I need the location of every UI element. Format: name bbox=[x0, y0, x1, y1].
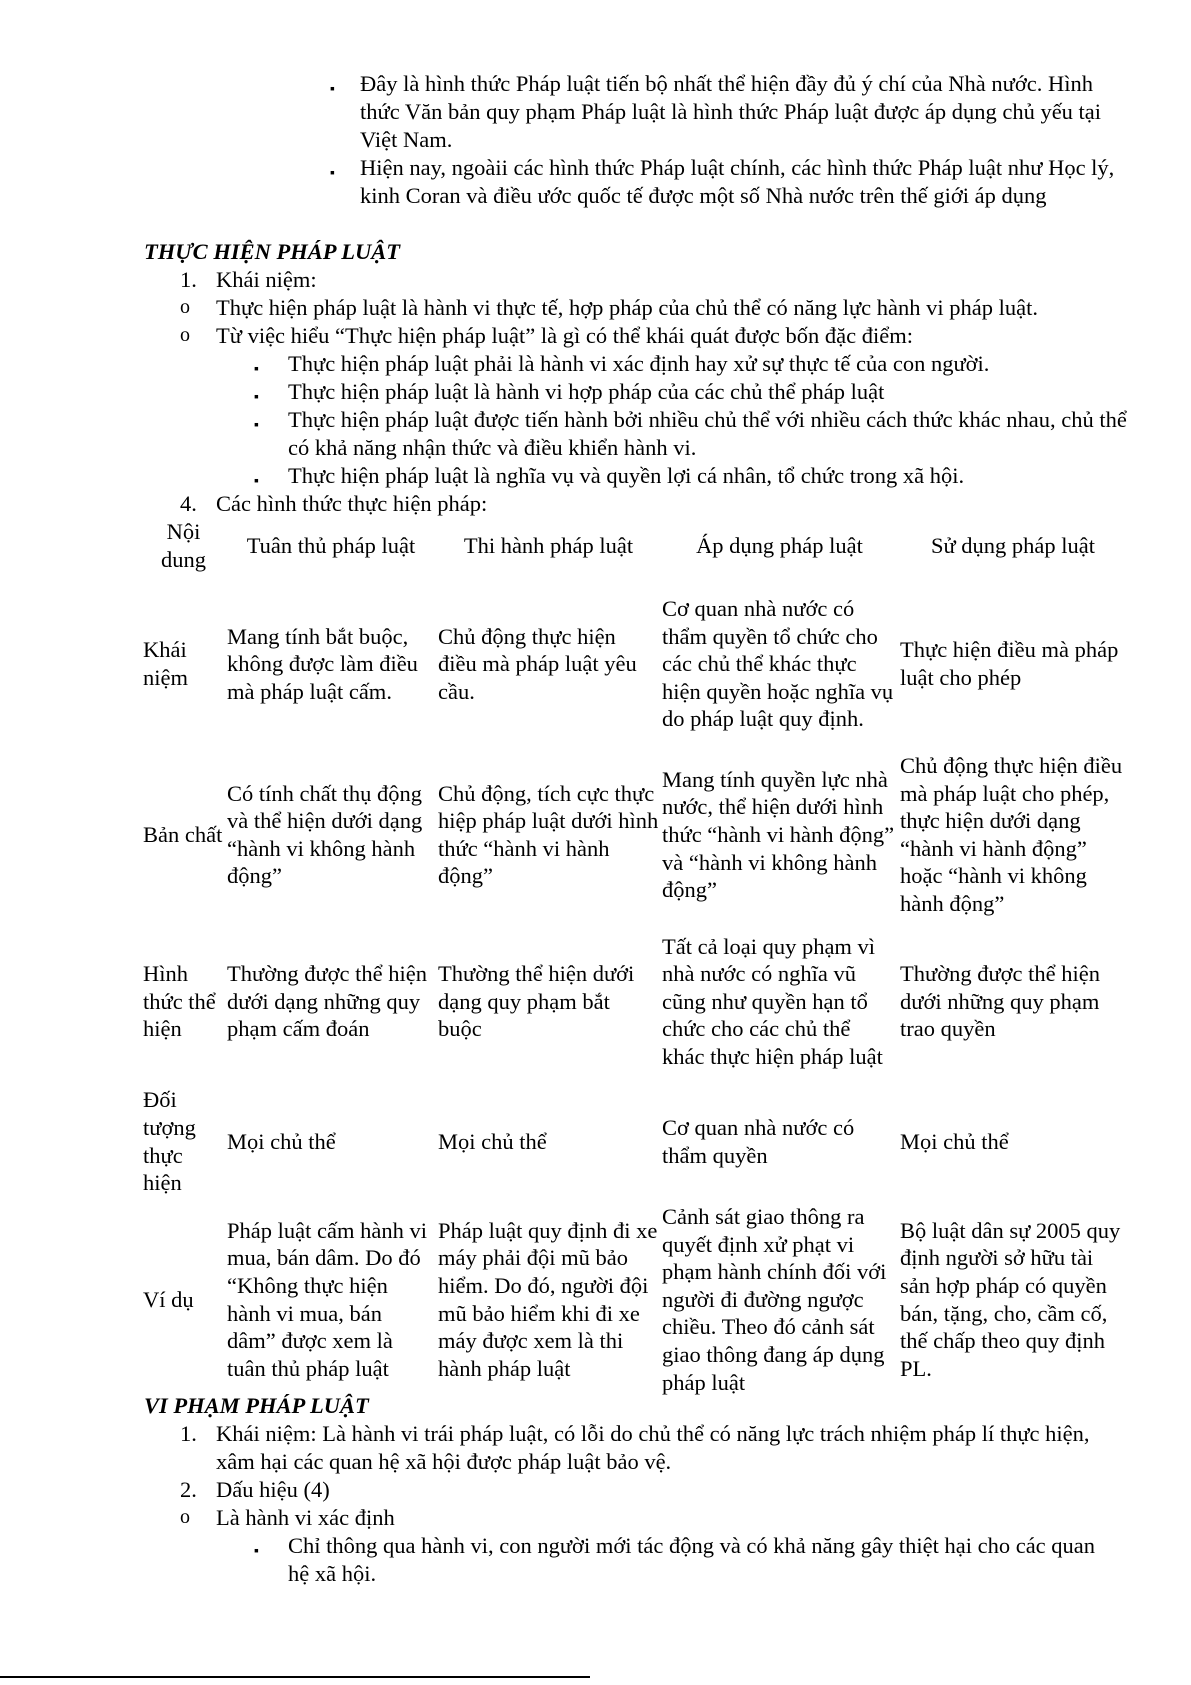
intro-bullet-2: Hiện nay, ngoàii các hình thức Pháp luật chính, các hình thức Pháp luật như Học lý, kinh Coran và điều ước quốc tế được một số Nhà nước trên thế giới áp dụng bbox=[360, 155, 1115, 208]
table-cell: Đối tượng thực hiện bbox=[143, 1087, 196, 1196]
bullet-square-icon: ▪ bbox=[254, 390, 259, 405]
circle-item-hanh-vi: Là hành vi xác định bbox=[216, 1505, 395, 1530]
table-cell: Bản chất bbox=[143, 821, 223, 847]
table-cell: Cơ quan nhà nước có thẩm quyền bbox=[662, 1114, 855, 1168]
bullet-square-icon: ▪ bbox=[254, 474, 259, 489]
table-cell: Thường được thể hiện dưới dạng những quy phạm cấm đoán bbox=[227, 961, 428, 1042]
forms-table bbox=[140, 516, 1126, 1402]
section-title-vi-pham: VI PHẠM PHÁP LUẬT bbox=[144, 1393, 369, 1418]
table-cell: Mọi chủ thể bbox=[438, 1128, 547, 1154]
footer-divider bbox=[0, 1676, 590, 1678]
circle-item-1: Thực hiện pháp luật là hành vi thực tế, hợp pháp của chủ thể có năng lực hành vi pháp luật. bbox=[216, 295, 1038, 320]
table-cell: Mang tính bắt buộc, không được làm điều mà pháp luật cấm. bbox=[227, 623, 418, 704]
table-cell: Có tính chất thụ động và thể hiện dưới dạng “hành vi không hành động” bbox=[227, 780, 423, 889]
item-dau-hieu: Dấu hiệu (4) bbox=[216, 1477, 330, 1502]
table-cell: Cảnh sát giao thông ra quyết định xử phạt vi phạm hành chính đối với người đi đường ngược chiều. Theo đó cảnh sát giao thông đang áp dụng pháp luật bbox=[662, 1203, 887, 1395]
bullet-square-icon: ▪ bbox=[330, 82, 335, 97]
table-cell: Hình thức thể hiện bbox=[143, 961, 216, 1042]
item-hinh-thuc: Các hình thức thực hiện pháp: bbox=[216, 491, 488, 516]
table-cell: Mọi chủ thể bbox=[227, 1128, 336, 1154]
point-2: Thực hiện pháp luật là hành vi hợp pháp của các chủ thể pháp luật bbox=[288, 379, 885, 404]
point-chi-thong-qua: Chỉ thông qua hành vi, con người mới tác động và có khả năng gây thiệt hại cho các quan hệ xã hội. bbox=[288, 1533, 1096, 1586]
list-number: 2. bbox=[180, 1477, 197, 1502]
table-cell: Thực hiện điều mà pháp luật cho phép bbox=[900, 637, 1119, 690]
table-header-cell: Áp dụng pháp luật bbox=[696, 533, 863, 559]
list-number: 4. bbox=[180, 491, 197, 516]
bullet-square-icon: ▪ bbox=[330, 166, 335, 181]
table-header-cell: Tuân thủ pháp luật bbox=[246, 533, 416, 559]
table-row bbox=[140, 752, 1126, 918]
table-cell: Mang tính quyền lực nhà nước, thể hiện dưới hình thức “hành vi hành động” và “hành vi không hành động” bbox=[662, 766, 895, 903]
table-row bbox=[140, 918, 1126, 1086]
bullet-square-icon: ▪ bbox=[254, 362, 259, 377]
table-cell: Pháp luật cấm hành vi mua, bán dâm. Do đó “Không thực hiện hành vi mua, bán dâm” được xem là tuân thủ pháp luật bbox=[227, 1217, 427, 1381]
table-cell: Ví dụ bbox=[143, 1286, 194, 1312]
point-1: Thực hiện pháp luật phải là hành vi xác định hay xử sự thực tế của con người. bbox=[288, 351, 990, 376]
bullet-circle-icon: o bbox=[180, 1506, 190, 1528]
table-cell: Mọi chủ thể bbox=[900, 1128, 1009, 1154]
bullet-circle-icon: o bbox=[180, 324, 190, 346]
point-3: Thực hiện pháp luật được tiến hành bởi nhiều chủ thể với nhiều cách thức khác nhau, chủ thể có khả năng nhận thức và điều khiển hành vi. bbox=[288, 407, 1127, 460]
table-cell: Bộ luật dân sự 2005 quy định người sở hữu tài sản hợp pháp có quyền bán, tặng, cho, cầm cố, thế chấp theo quy định PL. bbox=[900, 1217, 1121, 1381]
table-header-row bbox=[140, 516, 1126, 576]
table-row bbox=[140, 1086, 1126, 1198]
table-header-cell: Nội dung bbox=[161, 519, 206, 572]
table-cell: Thường được thể hiện dưới những quy phạm trao quyền bbox=[900, 961, 1101, 1042]
table-header-cell: Sử dụng pháp luật bbox=[930, 533, 1096, 559]
list-number: 1. bbox=[180, 1421, 197, 1446]
table-cell: Chủ động thực hiện điều mà pháp luật cho phép, thực hiện dưới dạng “hành vi hành động” hoặc “hành vi không hành động” bbox=[900, 753, 1123, 916]
table-header-cell: Thi hành pháp luật bbox=[463, 533, 634, 559]
list-number: 1. bbox=[180, 267, 197, 292]
table-row bbox=[140, 576, 1126, 752]
bullet-circle-icon: o bbox=[180, 296, 190, 318]
section-title-thuc-hien: THỰC HIỆN PHÁP LUẬT bbox=[144, 239, 400, 264]
bullet-square-icon: ▪ bbox=[254, 418, 259, 433]
table-cell: Chủ động thực hiện điều mà pháp luật yêu cầu. bbox=[438, 623, 637, 704]
item-khai-niem-vi-pham: Khái niệm: Là hành vi trái pháp luật, có lỗi do chủ thể có năng lực trách nhiệm pháp lí thực hiện, xâm hại các quan hệ xã hội được pháp luật bảo vệ. bbox=[216, 1421, 1090, 1474]
table-cell: Cơ quan nhà nước có thẩm quyền tổ chức cho các chủ thể khác thực hiện quyền hoặc nghĩa vụ do pháp luật quy định. bbox=[662, 596, 894, 732]
intro-bullet-1: Đây là hình thức Pháp luật tiến bộ nhất thể hiện đầy đủ ý chí của Nhà nước. Hình thức Văn bản quy phạm Pháp luật là hình thức Pháp luật được áp dụng chủ yếu tại Việt Nam. bbox=[360, 71, 1102, 152]
item-khai-niem: Khái niệm: bbox=[216, 267, 317, 292]
table-cell: Chủ động, tích cực thực hiệp pháp luật dưới hình thức “hành vi hành động” bbox=[438, 780, 659, 889]
table-cell: Khái niệm bbox=[143, 637, 188, 690]
table-cell: Pháp luật quy định đi xe máy phải đội mũ bảo hiểm. Do đó, người đội mũ bảo hiểm khi đi xe máy được xem là thi hành pháp luật bbox=[438, 1217, 658, 1381]
circle-item-2: Từ việc hiểu “Thực hiện pháp luật” là gì có thể khái quát được bốn đặc điểm: bbox=[216, 323, 913, 348]
point-4: Thực hiện pháp luật là nghĩa vụ và quyền lợi cá nhân, tổ chức trong xã hội. bbox=[288, 463, 965, 488]
table-row bbox=[140, 1198, 1126, 1402]
table-cell: Thường thể hiện dưới dạng quy phạm bắt buộc bbox=[438, 961, 635, 1042]
table-cell: Tất cả loại quy phạm vì nhà nước có nghĩa vũ cũng như quyền hạn tổ chức cho các chủ thể khác thực hiện pháp luật bbox=[662, 933, 883, 1069]
bullet-square-icon: ▪ bbox=[254, 1544, 259, 1559]
